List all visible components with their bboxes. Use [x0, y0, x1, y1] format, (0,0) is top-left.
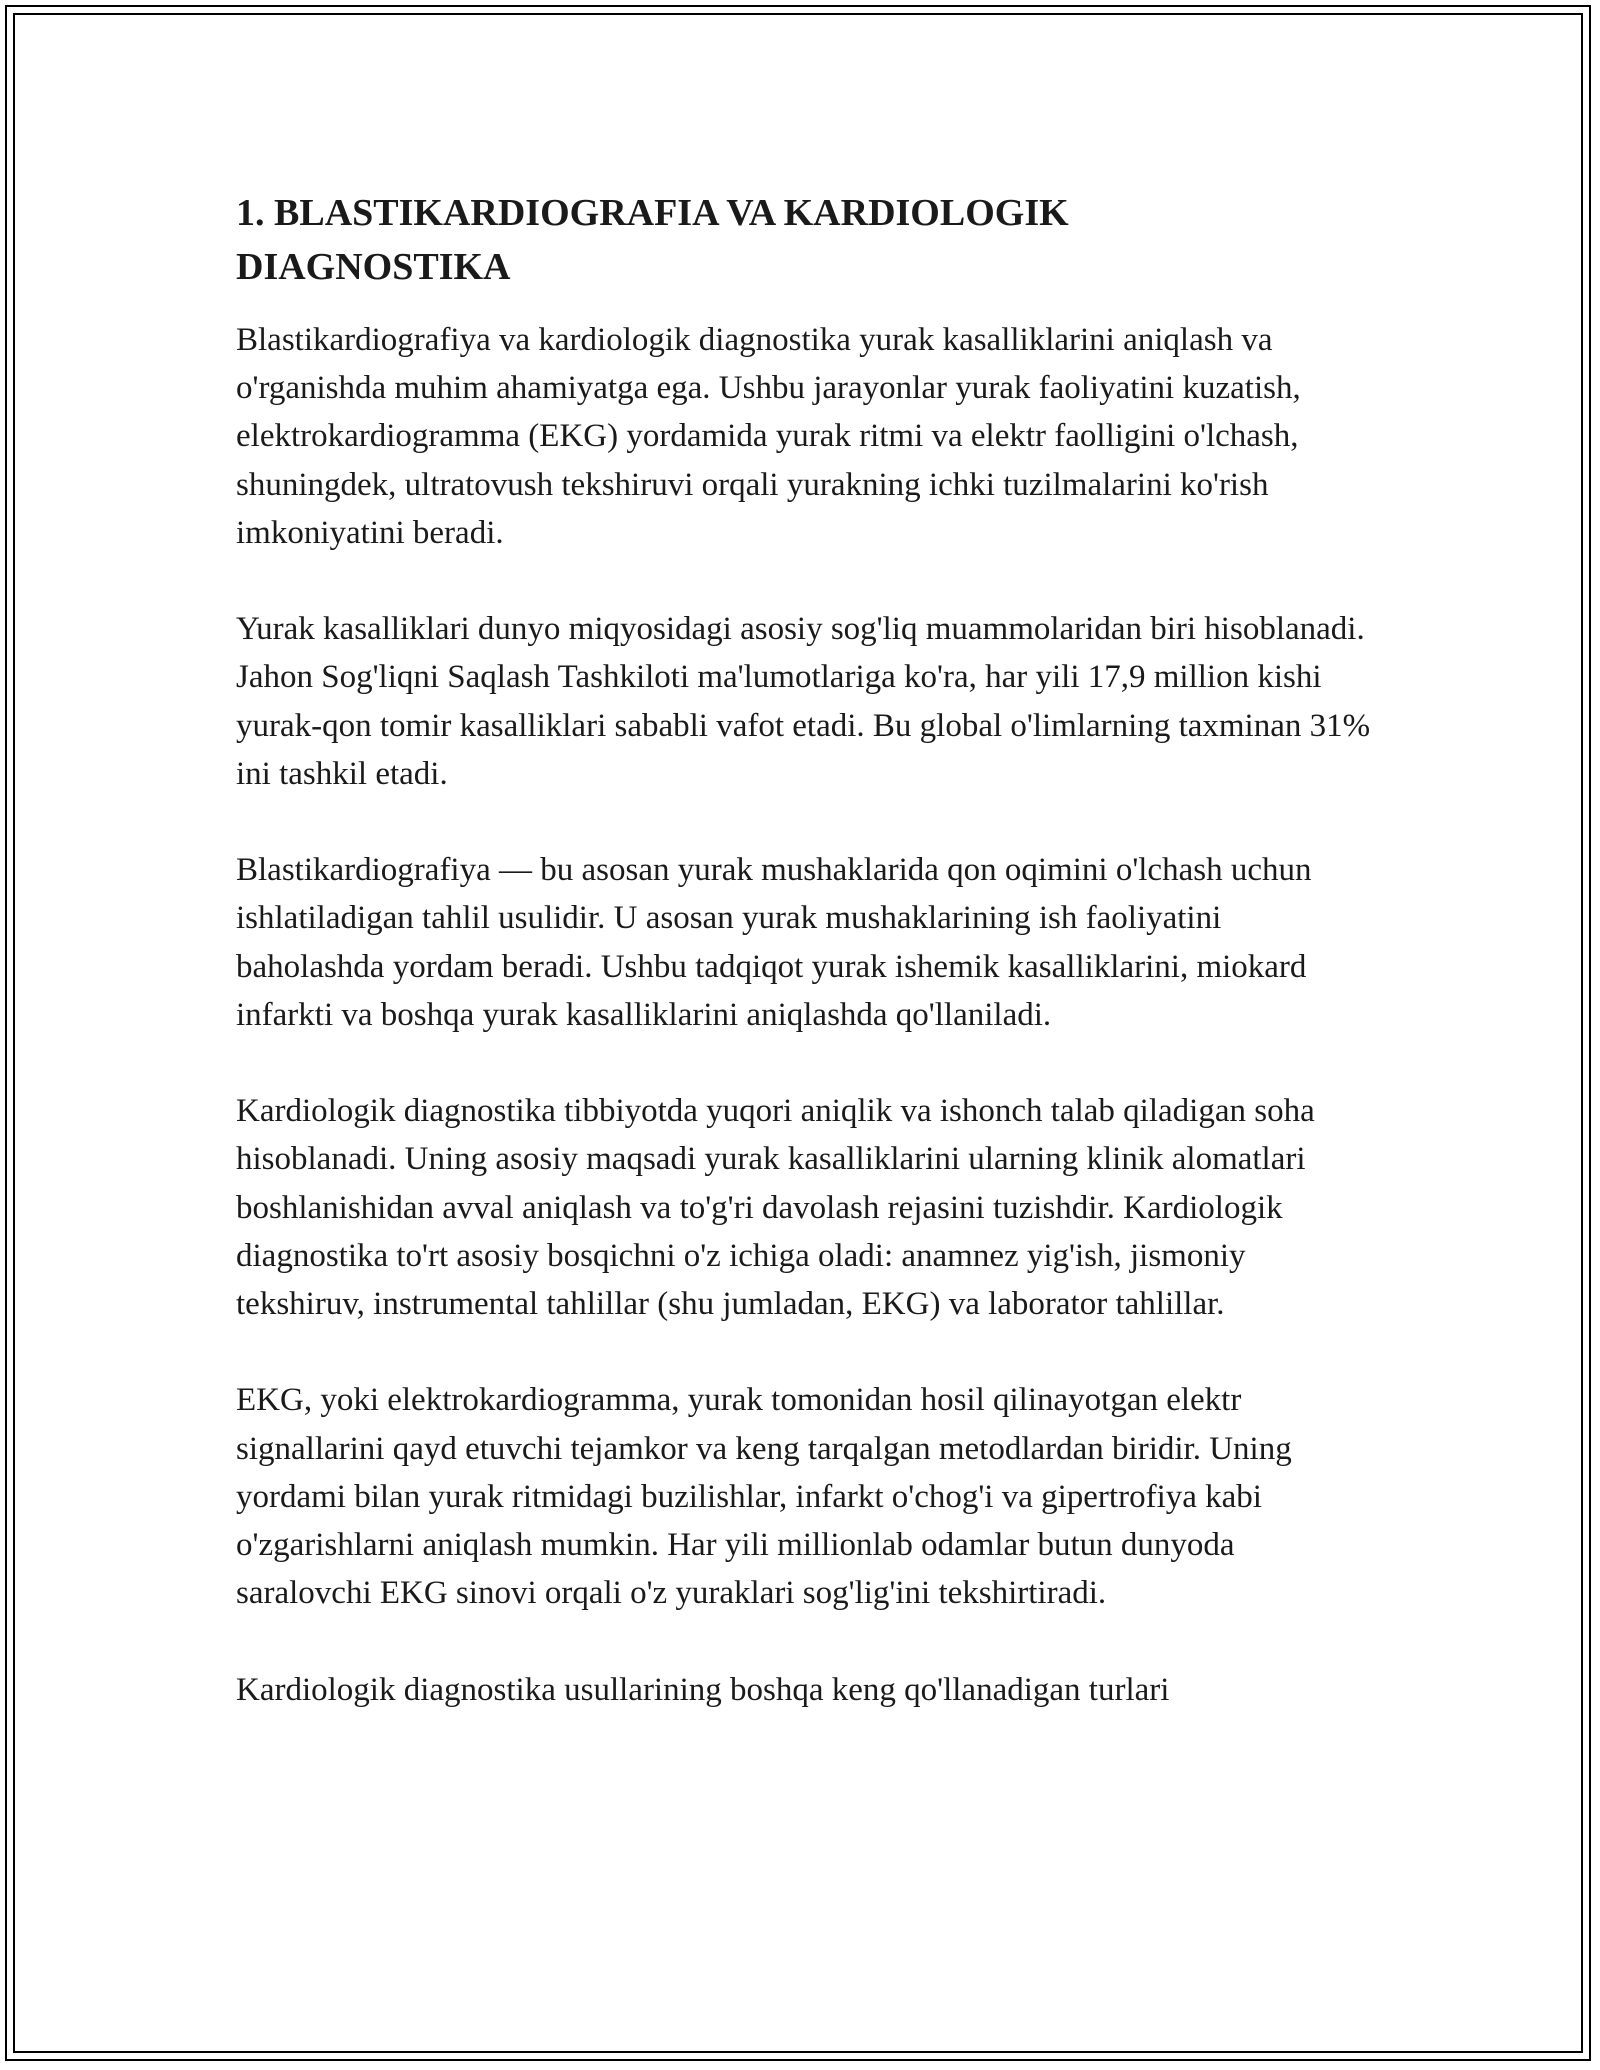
- paragraph-blastikardiografiya: Blastikardiografiya — bu asosan yurak mushaklarida qon oqimini o'lchash uchun ishlatiladigan tahlil usulidir. U asosan yurak mushaklarining ish faoliyatini baholashda yordam beradi. Ushbu tadqiqot yurak ishemik kasalliklarini, miokard infarkti va boshqa yurak kasalliklarini aniqlashda qo'llaniladi.: [236, 852, 1312, 1033]
- paragraph-intro: Blastikardiografiya va kardiologik diagnostika yurak kasalliklarini aniqlash va o'rganishda muhim ahamiyatga ega. Ushbu jarayonlar yurak faoliyatini kuzatish, elektrokardiogramma (EKG) yordamida yurak ritmi va elektr faolligini o'lchash, shuningdek, ultratovush tekshiruvi orqali yurakning ichki tuzilmalarini ko'rish imkoniyatini beradi.: [236, 322, 1301, 551]
- paragraph-ekg: EKG, yoki elektrokardiogramma, yurak tomonidan hosil qilinayotgan elektr signallarini qayd etuvchi tejamkor va keng tarqalgan metodlardan biridir. Uning yordami bilan yurak ritmidagi buzilishlar, infarkt o'chog'i va gipertrofiya kabi o'zgarishlarni aniqlash mumkin. Har yili millionlab odamlar butun dunyoda saralovchi EKG sinovi orqali o'z yuraklari sog'lig'ini tekshirtiradi.: [236, 1382, 1292, 1612]
- paragraph-statistics: Yurak kasalliklari dunyo miqyosidagi asosiy sog'liq muammolaridan biri hisoblanadi. Jahon Sog'liqni Saqlash Tashkiloti ma'lumotlariga ko'ra, har yili 17,9 million kishi yurak-qon tomir kasalliklari sababli vafot etadi. Bu global o'limlarning taxminan 31% ini tashkil etadi.: [236, 611, 1371, 792]
- document-body: [236, 186, 1376, 1762]
- section-heading: 1. BLASTIKARDIOGRAFIA VA KARDIOLOGIK DIAGNOSTIKA: [236, 192, 1069, 288]
- paragraph-kardiologik-diagnostika: Kardiologik diagnostika tibbiyotda yuqori aniqlik va ishonch talab qiladigan soha hisoblanadi. Uning asosiy maqsadi yurak kasalliklarini ularning klinik alomatlari boshlanishidan avval aniqlash va to'g'ri davolash rejasini tuzishdir. Kardiologik diagnostika to'rt asosiy bosqichni o'z ichiga oladi: anamnez yig'ish, jismoniy tekshiruv, instrumental tahlillar (shu jumladan, EKG) va laborator tahlillar.: [236, 1093, 1315, 1323]
- paragraph-other-methods: Kardiologik diagnostika usullarining boshqa keng qo'llanadigan turlari: [236, 1671, 1170, 1708]
